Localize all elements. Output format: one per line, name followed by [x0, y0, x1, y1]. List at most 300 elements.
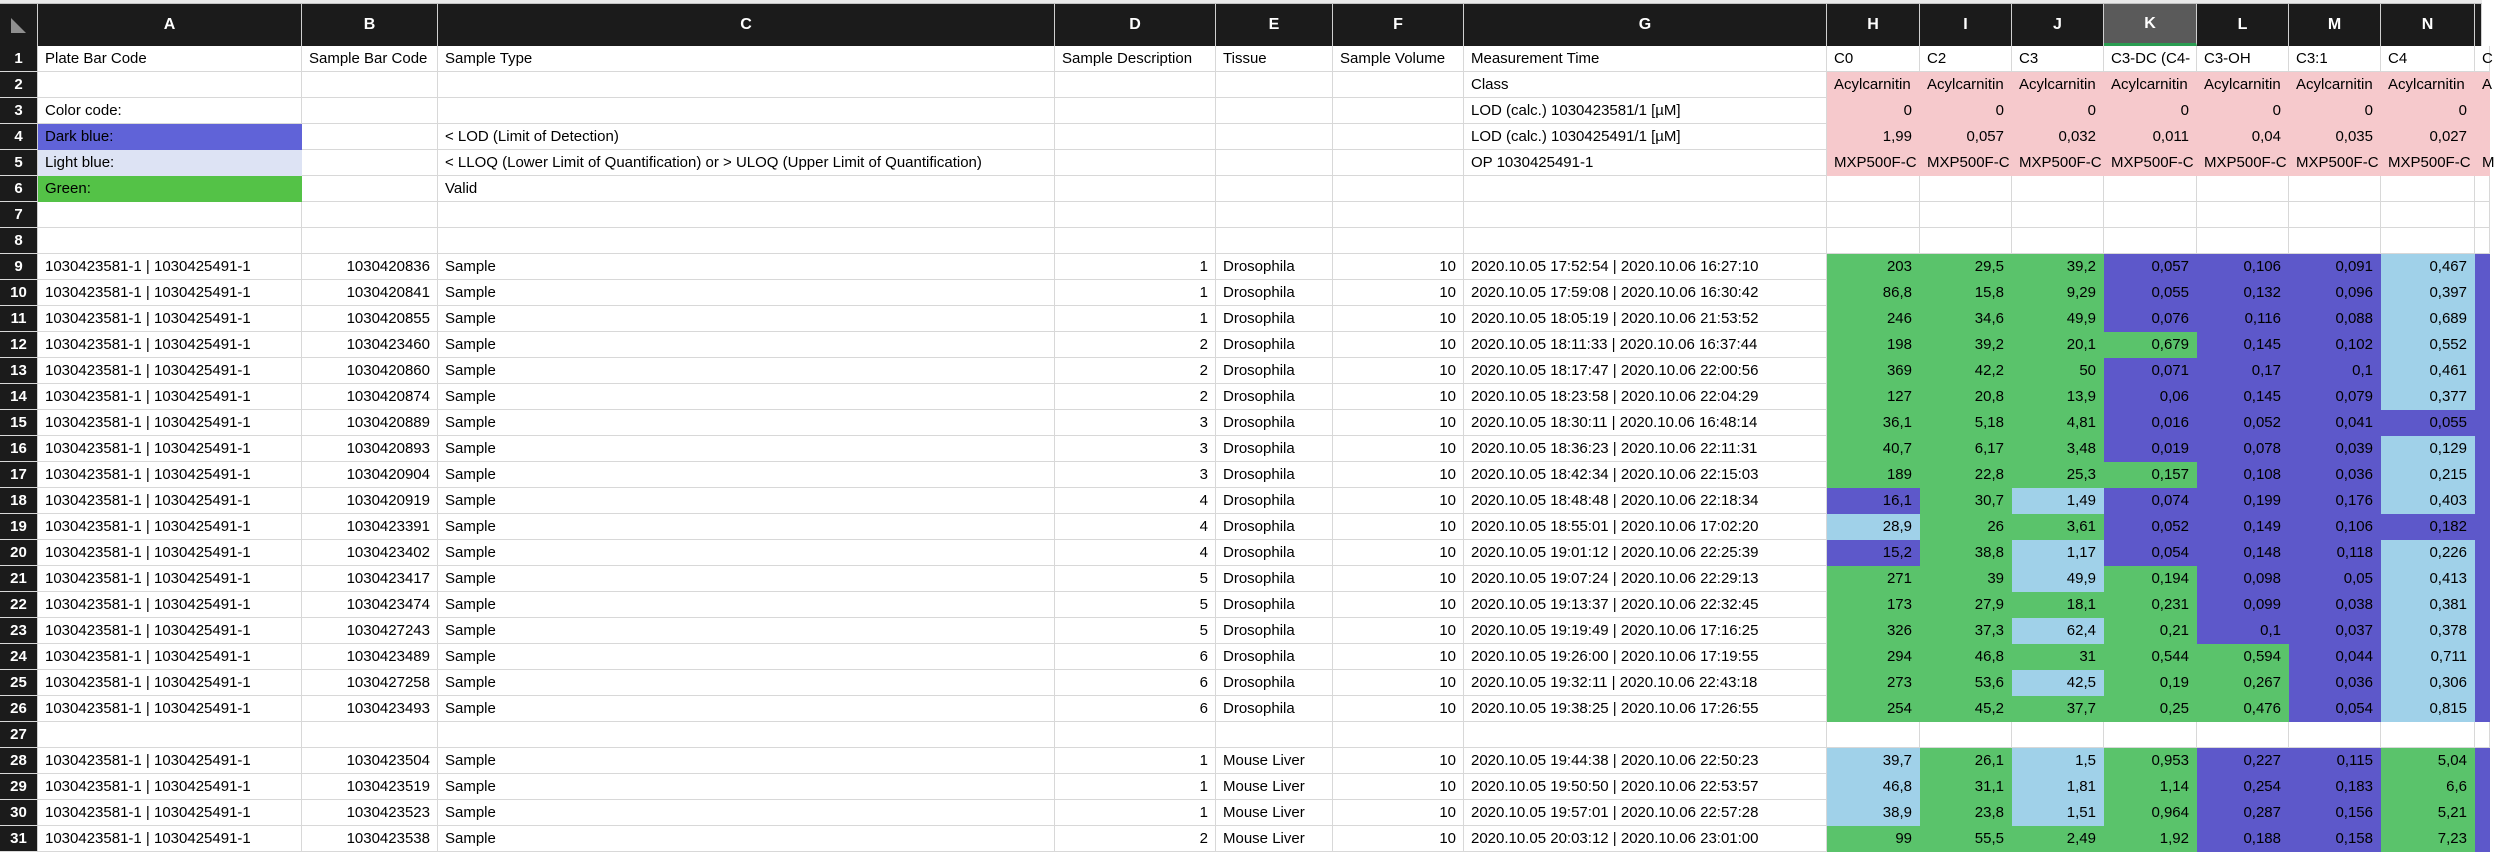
cell-G9[interactable]: 2020.10.05 17:52:54 | 2020.10.06 16:27:10: [1464, 254, 1827, 280]
cell-H19[interactable]: 28,9: [1827, 514, 1920, 540]
cell-H3[interactable]: 0: [1827, 98, 1920, 124]
cell-C1[interactable]: Sample Type: [438, 46, 1055, 72]
cell-K28[interactable]: 0,953: [2104, 748, 2197, 774]
cell-G22[interactable]: 2020.10.05 19:13:37 | 2020.10.06 22:32:45: [1464, 592, 1827, 618]
row-header-3[interactable]: 3: [0, 98, 38, 124]
cell-F6[interactable]: [1333, 176, 1464, 202]
cell-O25[interactable]: [2475, 670, 2490, 696]
cell-C12[interactable]: Sample: [438, 332, 1055, 358]
cell-E1[interactable]: Tissue: [1216, 46, 1333, 72]
cell-E13[interactable]: Drosophila: [1216, 358, 1333, 384]
cell-H29[interactable]: 46,8: [1827, 774, 1920, 800]
row-header-20[interactable]: 20: [0, 540, 38, 566]
cell-F3[interactable]: [1333, 98, 1464, 124]
row-header-5[interactable]: 5: [0, 150, 38, 176]
cell-I21[interactable]: 39: [1920, 566, 2012, 592]
cell-E5[interactable]: [1216, 150, 1333, 176]
cell-J20[interactable]: 1,17: [2012, 540, 2104, 566]
cell-F11[interactable]: 10: [1333, 306, 1464, 332]
cell-B10[interactable]: 1030420841: [302, 280, 438, 306]
row-header-25[interactable]: 25: [0, 670, 38, 696]
cell-C14[interactable]: Sample: [438, 384, 1055, 410]
cell-L15[interactable]: 0,052: [2197, 410, 2289, 436]
cell-K2[interactable]: Acylcarnitin: [2104, 72, 2197, 98]
cell-K16[interactable]: 0,019: [2104, 436, 2197, 462]
cell-B9[interactable]: 1030420836: [302, 254, 438, 280]
cell-J15[interactable]: 4,81: [2012, 410, 2104, 436]
column-header-D[interactable]: D: [1055, 4, 1216, 46]
cell-G27[interactable]: [1464, 722, 1827, 748]
cell-A6[interactable]: Green:: [38, 176, 302, 202]
cell-O16[interactable]: [2475, 436, 2490, 462]
cell-F5[interactable]: [1333, 150, 1464, 176]
cell-C27[interactable]: [438, 722, 1055, 748]
cell-B28[interactable]: 1030423504: [302, 748, 438, 774]
cell-D30[interactable]: 1: [1055, 800, 1216, 826]
cell-I9[interactable]: 29,5: [1920, 254, 2012, 280]
row-header-6[interactable]: 6: [0, 176, 38, 202]
row-header-31[interactable]: 31: [0, 826, 38, 852]
cell-N9[interactable]: 0,467: [2381, 254, 2475, 280]
column-header-G[interactable]: G: [1464, 4, 1827, 46]
cell-G8[interactable]: [1464, 228, 1827, 254]
cell-M29[interactable]: 0,183: [2289, 774, 2381, 800]
cell-G26[interactable]: 2020.10.05 19:38:25 | 2020.10.06 17:26:55: [1464, 696, 1827, 722]
cell-C10[interactable]: Sample: [438, 280, 1055, 306]
cell-M31[interactable]: 0,158: [2289, 826, 2381, 852]
cell-O12[interactable]: [2475, 332, 2490, 358]
cell-D6[interactable]: [1055, 176, 1216, 202]
cell-J17[interactable]: 25,3: [2012, 462, 2104, 488]
cell-B21[interactable]: 1030423417: [302, 566, 438, 592]
cell-D15[interactable]: 3: [1055, 410, 1216, 436]
cell-B4[interactable]: [302, 124, 438, 150]
cell-F12[interactable]: 10: [1333, 332, 1464, 358]
cell-D8[interactable]: [1055, 228, 1216, 254]
cell-J28[interactable]: 1,5: [2012, 748, 2104, 774]
cell-J22[interactable]: 18,1: [2012, 592, 2104, 618]
cell-D7[interactable]: [1055, 202, 1216, 228]
cell-B8[interactable]: [302, 228, 438, 254]
cell-O20[interactable]: [2475, 540, 2490, 566]
cell-E28[interactable]: Mouse Liver: [1216, 748, 1333, 774]
cell-B6[interactable]: [302, 176, 438, 202]
cell-K22[interactable]: 0,231: [2104, 592, 2197, 618]
cell-M10[interactable]: 0,096: [2289, 280, 2381, 306]
cell-F31[interactable]: 10: [1333, 826, 1464, 852]
cell-K11[interactable]: 0,076: [2104, 306, 2197, 332]
cell-I17[interactable]: 22,8: [1920, 462, 2012, 488]
cell-L10[interactable]: 0,132: [2197, 280, 2289, 306]
cell-A16[interactable]: 1030423581-1 | 1030425491-1: [38, 436, 302, 462]
cell-J27[interactable]: [2012, 722, 2104, 748]
cell-H21[interactable]: 271: [1827, 566, 1920, 592]
cell-H17[interactable]: 189: [1827, 462, 1920, 488]
cell-I15[interactable]: 5,18: [1920, 410, 2012, 436]
cell-C28[interactable]: Sample: [438, 748, 1055, 774]
cell-D23[interactable]: 5: [1055, 618, 1216, 644]
cell-F20[interactable]: 10: [1333, 540, 1464, 566]
cell-I5[interactable]: MXP500F-C: [1920, 150, 2012, 176]
cell-O9[interactable]: [2475, 254, 2490, 280]
cell-G5[interactable]: OP 1030425491-1: [1464, 150, 1827, 176]
cell-C5[interactable]: < LLOQ (Lower Limit of Quantification) or > ULOQ (Upper Limit of Quantification): [438, 150, 1055, 176]
cell-B7[interactable]: [302, 202, 438, 228]
cell-K21[interactable]: 0,194: [2104, 566, 2197, 592]
cell-K5[interactable]: MXP500F-C: [2104, 150, 2197, 176]
cell-N8[interactable]: [2381, 228, 2475, 254]
cell-N15[interactable]: 0,055: [2381, 410, 2475, 436]
cell-B19[interactable]: 1030423391: [302, 514, 438, 540]
cell-O4[interactable]: [2475, 124, 2490, 150]
cell-I11[interactable]: 34,6: [1920, 306, 2012, 332]
cell-B3[interactable]: [302, 98, 438, 124]
cell-F10[interactable]: 10: [1333, 280, 1464, 306]
cell-M23[interactable]: 0,037: [2289, 618, 2381, 644]
cell-O5[interactable]: M: [2475, 150, 2490, 176]
cell-E6[interactable]: [1216, 176, 1333, 202]
cell-K19[interactable]: 0,052: [2104, 514, 2197, 540]
cell-D13[interactable]: 2: [1055, 358, 1216, 384]
cell-F23[interactable]: 10: [1333, 618, 1464, 644]
cell-G16[interactable]: 2020.10.05 18:36:23 | 2020.10.06 22:11:31: [1464, 436, 1827, 462]
cell-J25[interactable]: 42,5: [2012, 670, 2104, 696]
cell-B15[interactable]: 1030420889: [302, 410, 438, 436]
cell-M4[interactable]: 0,035: [2289, 124, 2381, 150]
cell-O28[interactable]: [2475, 748, 2490, 774]
cell-E18[interactable]: Drosophila: [1216, 488, 1333, 514]
cell-B5[interactable]: [302, 150, 438, 176]
cell-C9[interactable]: Sample: [438, 254, 1055, 280]
cell-N6[interactable]: [2381, 176, 2475, 202]
cell-I26[interactable]: 45,2: [1920, 696, 2012, 722]
cell-G14[interactable]: 2020.10.05 18:23:58 | 2020.10.06 22:04:29: [1464, 384, 1827, 410]
cell-J26[interactable]: 37,7: [2012, 696, 2104, 722]
cell-N26[interactable]: 0,815: [2381, 696, 2475, 722]
cell-B18[interactable]: 1030420919: [302, 488, 438, 514]
cell-D16[interactable]: 3: [1055, 436, 1216, 462]
cell-M28[interactable]: 0,115: [2289, 748, 2381, 774]
row-header-27[interactable]: 27: [0, 722, 38, 748]
cell-J23[interactable]: 62,4: [2012, 618, 2104, 644]
cell-E23[interactable]: Drosophila: [1216, 618, 1333, 644]
cell-M18[interactable]: 0,176: [2289, 488, 2381, 514]
cell-C30[interactable]: Sample: [438, 800, 1055, 826]
cell-A22[interactable]: 1030423581-1 | 1030425491-1: [38, 592, 302, 618]
cell-K24[interactable]: 0,544: [2104, 644, 2197, 670]
cell-C22[interactable]: Sample: [438, 592, 1055, 618]
cell-N5[interactable]: MXP500F-C: [2381, 150, 2475, 176]
cell-O14[interactable]: [2475, 384, 2490, 410]
cell-B2[interactable]: [302, 72, 438, 98]
cell-E16[interactable]: Drosophila: [1216, 436, 1333, 462]
cell-F24[interactable]: 10: [1333, 644, 1464, 670]
cell-N28[interactable]: 5,04: [2381, 748, 2475, 774]
cell-M11[interactable]: 0,088: [2289, 306, 2381, 332]
cell-F8[interactable]: [1333, 228, 1464, 254]
cell-I31[interactable]: 55,5: [1920, 826, 2012, 852]
cell-F15[interactable]: 10: [1333, 410, 1464, 436]
cell-E14[interactable]: Drosophila: [1216, 384, 1333, 410]
row-header-12[interactable]: 12: [0, 332, 38, 358]
cell-I14[interactable]: 20,8: [1920, 384, 2012, 410]
cell-D4[interactable]: [1055, 124, 1216, 150]
cell-G25[interactable]: 2020.10.05 19:32:11 | 2020.10.06 22:43:18: [1464, 670, 1827, 696]
cell-F29[interactable]: 10: [1333, 774, 1464, 800]
cell-J8[interactable]: [2012, 228, 2104, 254]
cell-D17[interactable]: 3: [1055, 462, 1216, 488]
cell-O19[interactable]: [2475, 514, 2490, 540]
cell-O23[interactable]: [2475, 618, 2490, 644]
cell-O22[interactable]: [2475, 592, 2490, 618]
cell-N4[interactable]: 0,027: [2381, 124, 2475, 150]
cell-I23[interactable]: 37,3: [1920, 618, 2012, 644]
cell-J7[interactable]: [2012, 202, 2104, 228]
cell-J4[interactable]: 0,032: [2012, 124, 2104, 150]
cell-N25[interactable]: 0,306: [2381, 670, 2475, 696]
cell-F21[interactable]: 10: [1333, 566, 1464, 592]
column-header-overflow[interactable]: [2475, 4, 2482, 46]
row-header-2[interactable]: 2: [0, 72, 38, 98]
cell-H30[interactable]: 38,9: [1827, 800, 1920, 826]
cell-G29[interactable]: 2020.10.05 19:50:50 | 2020.10.06 22:53:57: [1464, 774, 1827, 800]
cell-E12[interactable]: Drosophila: [1216, 332, 1333, 358]
cell-K1[interactable]: C3-DC (C4-: [2104, 46, 2197, 72]
cell-A31[interactable]: 1030423581-1 | 1030425491-1: [38, 826, 302, 852]
column-header-N[interactable]: N: [2381, 4, 2475, 46]
cell-L13[interactable]: 0,17: [2197, 358, 2289, 384]
cell-G17[interactable]: 2020.10.05 18:42:34 | 2020.10.06 22:15:03: [1464, 462, 1827, 488]
cell-B30[interactable]: 1030423523: [302, 800, 438, 826]
row-header-13[interactable]: 13: [0, 358, 38, 384]
cell-K7[interactable]: [2104, 202, 2197, 228]
cell-E4[interactable]: [1216, 124, 1333, 150]
cell-B14[interactable]: 1030420874: [302, 384, 438, 410]
cell-F30[interactable]: 10: [1333, 800, 1464, 826]
cell-A17[interactable]: 1030423581-1 | 1030425491-1: [38, 462, 302, 488]
select-all-button[interactable]: [0, 4, 38, 46]
cell-L16[interactable]: 0,078: [2197, 436, 2289, 462]
cell-L4[interactable]: 0,04: [2197, 124, 2289, 150]
cell-L6[interactable]: [2197, 176, 2289, 202]
cell-E31[interactable]: Mouse Liver: [1216, 826, 1333, 852]
cell-A29[interactable]: 1030423581-1 | 1030425491-1: [38, 774, 302, 800]
cell-E7[interactable]: [1216, 202, 1333, 228]
cell-H22[interactable]: 173: [1827, 592, 1920, 618]
column-header-H[interactable]: H: [1827, 4, 1920, 46]
cell-I20[interactable]: 38,8: [1920, 540, 2012, 566]
cell-O27[interactable]: [2475, 722, 2490, 748]
cell-O6[interactable]: [2475, 176, 2490, 202]
cell-L23[interactable]: 0,1: [2197, 618, 2289, 644]
cell-O13[interactable]: [2475, 358, 2490, 384]
cell-H10[interactable]: 86,8: [1827, 280, 1920, 306]
cell-M8[interactable]: [2289, 228, 2381, 254]
column-header-I[interactable]: I: [1920, 4, 2012, 46]
cell-J11[interactable]: 49,9: [2012, 306, 2104, 332]
cell-L9[interactable]: 0,106: [2197, 254, 2289, 280]
cell-J1[interactable]: C3: [2012, 46, 2104, 72]
cell-M13[interactable]: 0,1: [2289, 358, 2381, 384]
cell-I12[interactable]: 39,2: [1920, 332, 2012, 358]
cell-I4[interactable]: 0,057: [1920, 124, 2012, 150]
cell-F13[interactable]: 10: [1333, 358, 1464, 384]
cell-H1[interactable]: C0: [1827, 46, 1920, 72]
cell-D2[interactable]: [1055, 72, 1216, 98]
cell-E10[interactable]: Drosophila: [1216, 280, 1333, 306]
cell-L12[interactable]: 0,145: [2197, 332, 2289, 358]
cell-E29[interactable]: Mouse Liver: [1216, 774, 1333, 800]
cell-N2[interactable]: Acylcarnitin: [2381, 72, 2475, 98]
cell-E20[interactable]: Drosophila: [1216, 540, 1333, 566]
cell-D27[interactable]: [1055, 722, 1216, 748]
cell-A19[interactable]: 1030423581-1 | 1030425491-1: [38, 514, 302, 540]
cell-B24[interactable]: 1030423489: [302, 644, 438, 670]
cell-D12[interactable]: 2: [1055, 332, 1216, 358]
cell-D24[interactable]: 6: [1055, 644, 1216, 670]
cell-N24[interactable]: 0,711: [2381, 644, 2475, 670]
cell-F4[interactable]: [1333, 124, 1464, 150]
cell-H23[interactable]: 326: [1827, 618, 1920, 644]
cell-A30[interactable]: 1030423581-1 | 1030425491-1: [38, 800, 302, 826]
cell-M12[interactable]: 0,102: [2289, 332, 2381, 358]
cell-C21[interactable]: Sample: [438, 566, 1055, 592]
cell-D26[interactable]: 6: [1055, 696, 1216, 722]
cell-G18[interactable]: 2020.10.05 18:48:48 | 2020.10.06 22:18:34: [1464, 488, 1827, 514]
cell-A21[interactable]: 1030423581-1 | 1030425491-1: [38, 566, 302, 592]
cell-M20[interactable]: 0,118: [2289, 540, 2381, 566]
cell-J3[interactable]: 0: [2012, 98, 2104, 124]
cell-A15[interactable]: 1030423581-1 | 1030425491-1: [38, 410, 302, 436]
cell-C31[interactable]: Sample: [438, 826, 1055, 852]
cell-F1[interactable]: Sample Volume: [1333, 46, 1464, 72]
row-header-29[interactable]: 29: [0, 774, 38, 800]
row-header-30[interactable]: 30: [0, 800, 38, 826]
cell-D25[interactable]: 6: [1055, 670, 1216, 696]
cell-M30[interactable]: 0,156: [2289, 800, 2381, 826]
cell-B31[interactable]: 1030423538: [302, 826, 438, 852]
cell-N21[interactable]: 0,413: [2381, 566, 2475, 592]
cell-B12[interactable]: 1030423460: [302, 332, 438, 358]
cell-A4[interactable]: Dark blue:: [38, 124, 302, 150]
row-header-9[interactable]: 9: [0, 254, 38, 280]
cell-K30[interactable]: 0,964: [2104, 800, 2197, 826]
cell-K25[interactable]: 0,19: [2104, 670, 2197, 696]
cell-I3[interactable]: 0: [1920, 98, 2012, 124]
cell-N1[interactable]: C4: [2381, 46, 2475, 72]
cell-G11[interactable]: 2020.10.05 18:05:19 | 2020.10.06 21:53:52: [1464, 306, 1827, 332]
row-header-14[interactable]: 14: [0, 384, 38, 410]
row-header-28[interactable]: 28: [0, 748, 38, 774]
cell-I8[interactable]: [1920, 228, 2012, 254]
cell-D3[interactable]: [1055, 98, 1216, 124]
cell-H28[interactable]: 39,7: [1827, 748, 1920, 774]
cell-M7[interactable]: [2289, 202, 2381, 228]
cell-N19[interactable]: 0,182: [2381, 514, 2475, 540]
cell-K20[interactable]: 0,054: [2104, 540, 2197, 566]
cell-G21[interactable]: 2020.10.05 19:07:24 | 2020.10.06 22:29:13: [1464, 566, 1827, 592]
cell-O10[interactable]: [2475, 280, 2490, 306]
cell-D29[interactable]: 1: [1055, 774, 1216, 800]
row-header-11[interactable]: 11: [0, 306, 38, 332]
cell-G20[interactable]: 2020.10.05 19:01:12 | 2020.10.06 22:25:39: [1464, 540, 1827, 566]
cell-B1[interactable]: Sample Bar Code: [302, 46, 438, 72]
cell-H20[interactable]: 15,2: [1827, 540, 1920, 566]
cell-I18[interactable]: 30,7: [1920, 488, 2012, 514]
row-header-18[interactable]: 18: [0, 488, 38, 514]
cell-E8[interactable]: [1216, 228, 1333, 254]
cell-C17[interactable]: Sample: [438, 462, 1055, 488]
row-header-4[interactable]: 4: [0, 124, 38, 150]
column-header-M[interactable]: M: [2289, 4, 2381, 46]
cell-G30[interactable]: 2020.10.05 19:57:01 | 2020.10.06 22:57:28: [1464, 800, 1827, 826]
cell-K17[interactable]: 0,157: [2104, 462, 2197, 488]
cell-M9[interactable]: 0,091: [2289, 254, 2381, 280]
cell-N31[interactable]: 7,23: [2381, 826, 2475, 852]
cell-C6[interactable]: Valid: [438, 176, 1055, 202]
cell-G13[interactable]: 2020.10.05 18:17:47 | 2020.10.06 22:00:56: [1464, 358, 1827, 384]
cell-C15[interactable]: Sample: [438, 410, 1055, 436]
cell-M2[interactable]: Acylcarnitin: [2289, 72, 2381, 98]
row-header-15[interactable]: 15: [0, 410, 38, 436]
cell-L24[interactable]: 0,594: [2197, 644, 2289, 670]
cell-E25[interactable]: Drosophila: [1216, 670, 1333, 696]
cell-A8[interactable]: [38, 228, 302, 254]
cell-M25[interactable]: 0,036: [2289, 670, 2381, 696]
cell-K6[interactable]: [2104, 176, 2197, 202]
cell-G12[interactable]: 2020.10.05 18:11:33 | 2020.10.06 16:37:44: [1464, 332, 1827, 358]
cell-C2[interactable]: [438, 72, 1055, 98]
cell-L29[interactable]: 0,254: [2197, 774, 2289, 800]
cell-L11[interactable]: 0,116: [2197, 306, 2289, 332]
cell-I24[interactable]: 46,8: [1920, 644, 2012, 670]
cell-L30[interactable]: 0,287: [2197, 800, 2289, 826]
cell-A5[interactable]: Light blue:: [38, 150, 302, 176]
cell-J30[interactable]: 1,51: [2012, 800, 2104, 826]
cell-B17[interactable]: 1030420904: [302, 462, 438, 488]
cell-C3[interactable]: [438, 98, 1055, 124]
cell-M1[interactable]: C3:1: [2289, 46, 2381, 72]
row-header-19[interactable]: 19: [0, 514, 38, 540]
cell-F7[interactable]: [1333, 202, 1464, 228]
cell-N18[interactable]: 0,403: [2381, 488, 2475, 514]
cell-E17[interactable]: Drosophila: [1216, 462, 1333, 488]
cell-F19[interactable]: 10: [1333, 514, 1464, 540]
row-header-7[interactable]: 7: [0, 202, 38, 228]
cell-F25[interactable]: 10: [1333, 670, 1464, 696]
cell-B27[interactable]: [302, 722, 438, 748]
cell-D14[interactable]: 2: [1055, 384, 1216, 410]
cell-L22[interactable]: 0,099: [2197, 592, 2289, 618]
cell-D20[interactable]: 4: [1055, 540, 1216, 566]
cell-E26[interactable]: Drosophila: [1216, 696, 1333, 722]
cell-L28[interactable]: 0,227: [2197, 748, 2289, 774]
cell-D10[interactable]: 1: [1055, 280, 1216, 306]
cell-G2[interactable]: Class: [1464, 72, 1827, 98]
cell-D19[interactable]: 4: [1055, 514, 1216, 540]
cell-J2[interactable]: Acylcarnitin: [2012, 72, 2104, 98]
cell-H6[interactable]: [1827, 176, 1920, 202]
cell-K12[interactable]: 0,679: [2104, 332, 2197, 358]
cell-E3[interactable]: [1216, 98, 1333, 124]
column-header-K[interactable]: K: [2104, 4, 2197, 46]
cell-I28[interactable]: 26,1: [1920, 748, 2012, 774]
cell-L20[interactable]: 0,148: [2197, 540, 2289, 566]
cell-J16[interactable]: 3,48: [2012, 436, 2104, 462]
cell-H25[interactable]: 273: [1827, 670, 1920, 696]
cell-O8[interactable]: [2475, 228, 2490, 254]
row-header-26[interactable]: 26: [0, 696, 38, 722]
